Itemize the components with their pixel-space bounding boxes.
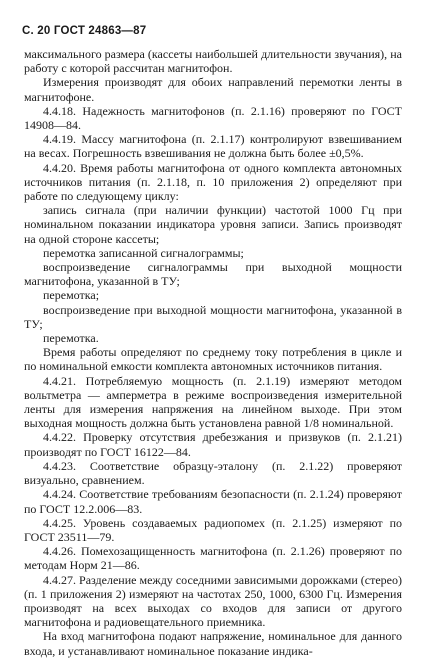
- paragraph: 4.4.25. Уровень создаваемых радиопомех (п. 2.1.25) измеряют по ГОСТ 23511—79.: [24, 515, 402, 544]
- paragraph: 4.4.27. Разделение между соседними зависимыми дорожками (стерео) (п. 1 приложения 2) измеряют на частотах 250, 1000, 6300 Гц. Измерения производят на всех выходах со входов для записи от другого магнитофона и радиовещательного приемника.: [24, 572, 402, 630]
- paragraph: перемотка;: [43, 288, 100, 303]
- paragraph: На вход магнитофона подают напряжение, номинальное для данного входа, и устанавливают номинальное показание индика-: [24, 629, 402, 658]
- paragraph: Время работы определяют по среднему току потребления в цикле и по номинальной емкости комплекта автономных источников питания.: [24, 345, 402, 374]
- paragraph: 4.4.24. Соответствие требованиям безопасности (п. 2.1.24) проверяют по ГОСТ 12.2.006—83.: [24, 487, 402, 516]
- paragraph: перемотка записанной сигналограммы;: [43, 245, 244, 260]
- paragraph: 4.4.23. Соответствие образцу-эталону (п. 2.1.22) проверяют визуально, сравнением.: [24, 458, 402, 488]
- paragraph: воспроизведение сигналограммы при выходной мощности магнитофона, указанной в ТУ;: [24, 260, 402, 289]
- paragraph: 4.4.21. Потребляемую мощность (п. 2.1.19) измеряют методом вольтметра — амперметра в режиме воспроизведения измерительной ленты для измерения напряжения на линейном выходе. При этом выходная мощность должна быть установлена равной 1/8 номинальной.: [24, 373, 402, 431]
- paragraph: воспроизведение при выходной мощности магнитофона, указанной в ТУ;: [24, 302, 402, 331]
- paragraph: 4.4.18. Надежность магнитофонов (п. 2.1.16) проверяют по ГОСТ 14908—84.: [24, 103, 402, 133]
- paragraph: 4.4.22. Проверку отсутствия дребезжания и призвуков (п. 2.1.21) производят по ГОСТ 16122—84.: [24, 430, 402, 459]
- document-body: [24, 47, 402, 658]
- paragraph: 4.4.20. Время работы магнитофона от одного комплекта автономных источников питания (п. 2.1.18, п. 10 приложения 2) определяют при работе по следующему циклу:: [24, 160, 402, 204]
- page-header: С. 20 ГОСТ 24863—87: [22, 25, 147, 37]
- paragraph: максимального размера (кассеты наибольшей длительности звучания), на работу с которой рассчитан магнитофон.: [24, 47, 402, 76]
- paragraph: перемотка.: [43, 331, 99, 346]
- paragraph: Измерения производят для обоих направлений перемотки ленты в магнитофоне.: [24, 75, 402, 104]
- paragraph: 4.4.26. Помехозащищенность магнитофона (п. 2.1.26) проверяют по методам Норм 21—86.: [24, 544, 402, 573]
- paragraph: 4.4.19. Массу магнитофона (п. 2.1.17) контролируют взвешиванием на весах. Погрешность взвешивания не должна быть более ±0,5%.: [24, 132, 402, 161]
- paragraph: запись сигнала (при наличии функции) частотой 1000 Гц при номинальном показании индикатора уровня записи. Запись производят на одной стороне кассеты;: [24, 203, 402, 246]
